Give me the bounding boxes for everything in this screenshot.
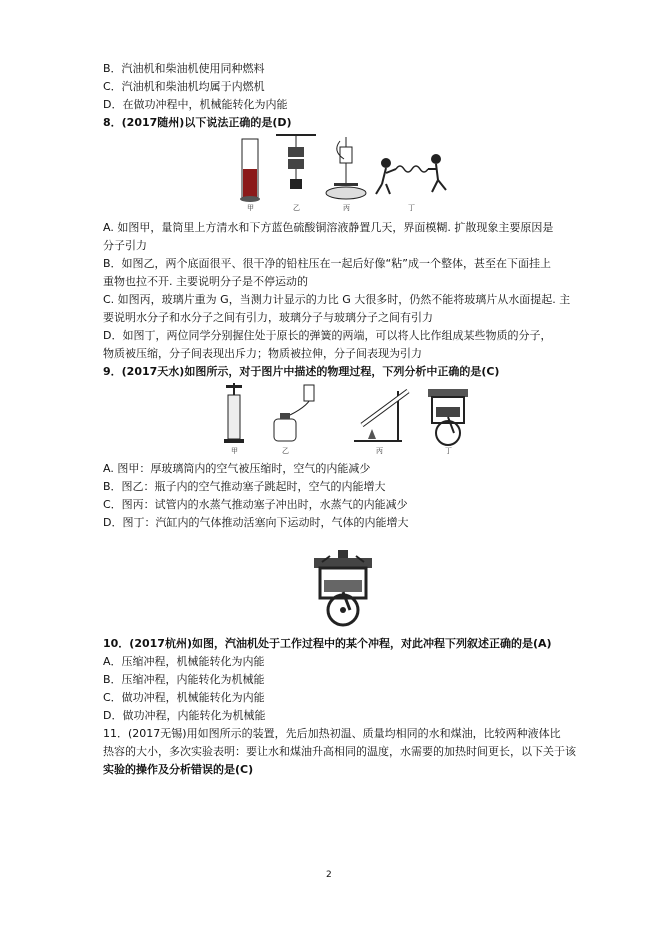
q8-option-c-line2: 要说明水分子和水分子之间有引力，玻璃分子与玻璃分子之间有引力 xyxy=(103,311,433,324)
fig8-label-b: 乙 xyxy=(293,204,300,212)
q10-option-d: D．做功冲程，内能转化为机械能 xyxy=(103,709,266,722)
q8-option-a-line1: A. 如图甲，量筒里上方清水和下方蓝色硫酸铜溶液静置几天，界面模糊. 扩散现象主要原因是 xyxy=(103,221,554,234)
q8-option-b-line2: 重物也拉不开. 主要说明分子是不停运动的 xyxy=(103,275,308,288)
q9-option-c: C．图丙：试管内的水蒸气推动塞子冲出时，水蒸气的内能减少 xyxy=(103,498,408,511)
q9-stem: 9．(2017天水)如图所示，对于图片中描述的物理过程，下列分析中正确的是(C) xyxy=(103,365,500,378)
engine-cylinder-illustration xyxy=(428,389,468,445)
lead-blocks-illustration xyxy=(276,135,316,189)
compression-tube-illustration xyxy=(224,383,244,443)
q11-stem-line2: 热容的大小，多次实验表明：要让水和煤油升高相同的温度，水需要的加热时间更长，以下关于该 xyxy=(103,745,576,758)
q7-option-d: D．在做功冲程中，机械能转化为内能 xyxy=(103,98,288,111)
q10-option-c: C．做功冲程，机械能转化为内能 xyxy=(103,691,265,704)
q11-stem-line3: 实验的操作及分析错误的是(C) xyxy=(103,763,254,776)
q7-option-b: B．汽油机和柴油机使用同种燃料 xyxy=(103,62,265,75)
fig9-label-a: 甲 xyxy=(231,447,238,455)
spring-scale-illustration xyxy=(326,137,366,199)
q8-option-c-line1: C. 如图丙，玻璃片重为 G，当测力计显示的力比 G 大很多时，仍然不能将玻璃片从水面提起. 主 xyxy=(103,293,571,306)
q10-option-b: B．压缩冲程，内能转化为机械能 xyxy=(103,673,265,686)
q8-option-d-line1: D．如图丁，两位同学分别握住处于原长的弹簧的两端，可以将人比作组成某些物质的分子， xyxy=(103,329,552,342)
fig8-label-d: 丁 xyxy=(408,204,415,212)
q9-option-d: D．图丁：汽缸内的气体推动活塞向下运动时，气体的内能增大 xyxy=(103,516,409,529)
q10-option-a: A．压缩冲程，机械能转化为内能 xyxy=(103,655,265,668)
q9-option-b: B．图乙：瓶子内的空气推动塞子跳起时，空气的内能增大 xyxy=(103,480,386,493)
q8-option-a-line2: 分子引力 xyxy=(103,239,147,252)
cylinder-illustration xyxy=(240,139,260,202)
q9-option-a: A. 图甲：厚玻璃筒内的空气被压缩时，空气的内能减少 xyxy=(103,462,371,475)
fig9-label-b: 乙 xyxy=(282,447,289,455)
fig8-label-a: 甲 xyxy=(247,204,254,212)
test-tube-heating-illustration xyxy=(354,391,408,441)
q8-figure xyxy=(236,133,452,213)
q9-figure xyxy=(218,381,480,455)
fig9-label-d: 丁 xyxy=(445,447,452,455)
spring-people-illustration xyxy=(376,154,446,194)
q8-stem: 8．(2017随州)以下说法正确的是(D) xyxy=(103,116,292,129)
q10-engine-figure xyxy=(308,548,378,630)
page-number: 2 xyxy=(326,870,332,880)
q7-option-c: C．汽油机和柴油机均属于内燃机 xyxy=(103,80,265,93)
q10-stem: 10．(2017杭州)如图，汽油机处于工作过程中的某个冲程，对此冲程下列叙述正确的是(A) xyxy=(103,637,552,650)
q8-option-b-line1: B．如图乙，两个底面很平、很干净的铅柱压在一起后好像“粘”成一个整体，甚至在下面挂上 xyxy=(103,257,551,270)
q8-option-d-line2: 物质被压缩，分子间表现出斥力；物质被拉伸，分子间表现为引力 xyxy=(103,347,422,360)
fig9-label-c: 丙 xyxy=(376,447,383,455)
q11-stem-line1: 11．(2017无锡)用如图所示的装置，先后加热初温、质量均相同的水和煤油，比较两种液体比 xyxy=(103,727,561,740)
bottle-pump-illustration xyxy=(274,385,314,441)
fig8-label-c: 丙 xyxy=(343,204,350,212)
